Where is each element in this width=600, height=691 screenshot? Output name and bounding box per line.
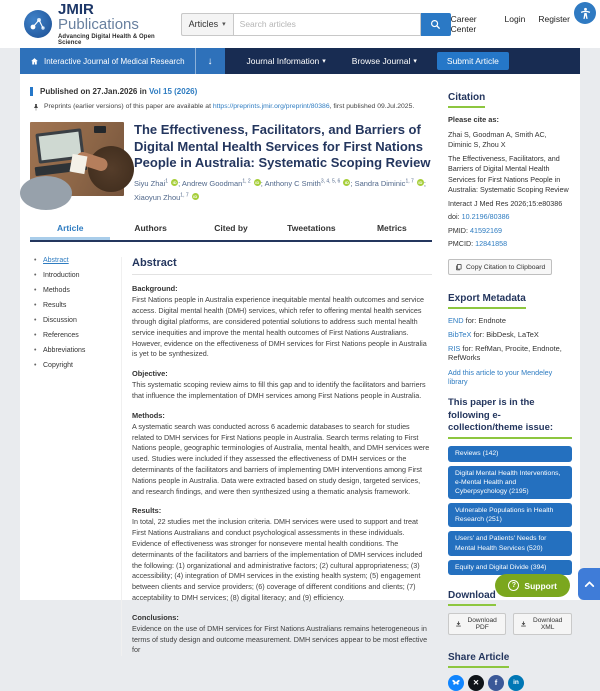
toc-item-methods xyxy=(43,287,121,294)
mendeley-link[interactable]: Add this article to your Mendeley library xyxy=(448,368,553,387)
theme-badge-vulnerable-populations-in-heal[interactable]: Vulnerable Populations in Health Research (251) xyxy=(448,503,572,527)
author-affiliations: 3, 4, 5, 6 xyxy=(320,178,341,185)
toc-link-references[interactable]: References xyxy=(43,332,79,340)
volume-link[interactable]: Vol 15 (2026) xyxy=(148,87,198,96)
chevron-up-icon xyxy=(583,578,596,591)
nav-menus xyxy=(247,48,417,74)
linkedin-icon: in xyxy=(513,679,519,687)
cite-as-label: Please cite as: xyxy=(448,115,499,124)
toc-link-discussion[interactable]: Discussion xyxy=(43,317,77,325)
pushpin-icon xyxy=(32,103,40,112)
export-format-row xyxy=(448,316,572,325)
orcid-icon[interactable]: iD xyxy=(172,180,177,186)
theme-issue-heading: This paper is in the following e-collection/theme issue: xyxy=(448,397,572,439)
share-icons xyxy=(448,675,572,691)
abstract-subsection-label: Background: xyxy=(132,284,178,294)
toc-link-results[interactable]: Results xyxy=(43,302,67,310)
pmid-link[interactable]: 41592169 xyxy=(469,225,502,235)
author-link-xiaoyun-zhou[interactable]: Xiaoyun Zhou xyxy=(134,192,181,202)
citation-heading: Citation xyxy=(448,92,485,108)
toc-item-introduction xyxy=(43,272,121,279)
orcid-icon[interactable]: iD xyxy=(418,180,423,186)
export-format-desc: for: BibDesk, LaTeX xyxy=(473,330,539,340)
article-header xyxy=(30,122,432,204)
accessibility-icon xyxy=(578,6,593,21)
preprints-text: Preprints (earlier versions) of this paper are available at https://preprints.jmir.org/preprint/80386, first published 09.Jul.2025. xyxy=(44,103,415,110)
toc-link-copyright[interactable]: Copyright xyxy=(43,362,73,370)
search-category-dropdown[interactable] xyxy=(181,13,233,36)
export-format-list xyxy=(448,316,572,362)
question-icon: ? xyxy=(508,580,519,591)
export-format-desc: for: Endnote xyxy=(465,316,506,326)
export-format-row xyxy=(448,344,572,362)
theme-badge-digital-mental-health-interven[interactable]: Digital Mental Health Interventions, e-Mental Health and Cyberpsychology (2195) xyxy=(448,466,572,500)
download-xml-button[interactable]: Download XML xyxy=(513,613,572,635)
share-facebook-button[interactable] xyxy=(488,675,504,691)
copy-citation-label: Copy Citation to Clipboard xyxy=(466,263,546,271)
abstract-subsection xyxy=(132,284,432,360)
doi-link[interactable]: 10.2196/80386 xyxy=(461,212,510,222)
download-icon xyxy=(520,620,527,628)
toc-link-abbreviations[interactable]: Abbreviations xyxy=(43,347,86,355)
tab-tweetations[interactable]: Tweetations xyxy=(287,223,336,234)
toc-link-introduction[interactable]: Introduction xyxy=(43,272,80,280)
article-title: The Effectiveness, Facilitators, and Barriers of Digital Mental Health Services for First Nations People in Australia: Systematic Scoping Review xyxy=(134,122,431,171)
citation-text xyxy=(448,130,572,249)
tab-article[interactable]: Article xyxy=(30,217,110,240)
export-metadata-heading: Export Metadata xyxy=(448,293,526,309)
citation-authors: Zhai S, Goodman A, Smith AC, Diminic S, Zhou X xyxy=(448,130,547,150)
abstract-sections xyxy=(132,284,432,656)
author-link-sandra-diminic[interactable]: Sandra Diminic xyxy=(354,179,406,189)
citation-pmid: PMID: 41592169 xyxy=(448,225,502,235)
citation-journal: Interact J Med Res 2026;15:e80386 xyxy=(448,198,563,208)
journal-home-label: Interactive Journal of Medical Research xyxy=(44,56,185,66)
header-link-register[interactable]: Register xyxy=(538,14,570,24)
main-column xyxy=(30,87,432,655)
scroll-to-top-button[interactable] xyxy=(578,568,600,600)
abstract-subsection-text: First Nations people in Australia experience inequitable mental health outcomes and service access. Digital mental health (DMH) services, which refer to offering mental health services through digital platforms, are considered potential solutions to address such mental health service inequities and improve the mental health outcomes of First Nations Australians. However, evidence on the effectiveness of DMH services for First Nations people in Australia is yet to be synthesized. xyxy=(132,295,427,359)
published-date: Published on 27.Jan.2026 in xyxy=(40,87,147,96)
export-end-link[interactable]: END xyxy=(448,316,464,326)
author: Sandra Diminic$^{1, 7}$ iD ; xyxy=(354,178,426,189)
nav-menu-journal-information[interactable]: Journal Information ▾ xyxy=(246,56,326,66)
theme-badge-users-and-patients-needs-for-m[interactable]: Users' and Patients' Needs for Mental Health Services (520) xyxy=(448,531,572,555)
preprints-link[interactable]: https://preprints.jmir.org/preprint/80386 xyxy=(212,103,330,110)
tab-cited-by[interactable]: Cited by xyxy=(214,223,248,234)
download-arrow-icon: ↓ xyxy=(207,55,213,67)
abstract-subsection xyxy=(132,613,432,656)
tab-metrics[interactable]: Metrics xyxy=(376,223,407,234)
author-affiliations: 1, 7 xyxy=(405,178,414,185)
abstract-subsection xyxy=(132,411,432,498)
author xyxy=(134,193,199,202)
copy-citation-button[interactable] xyxy=(448,259,552,275)
toc-item-copyright xyxy=(43,362,121,369)
site-header xyxy=(0,0,600,48)
share-heading: Share Article xyxy=(448,652,509,668)
theme-issue-badges xyxy=(448,446,572,575)
export-format-row xyxy=(448,330,572,339)
author-link-anthony-c-smith[interactable]: Anthony C Smith xyxy=(264,179,321,189)
search-category-label: Articles xyxy=(188,19,219,29)
support-label: Support xyxy=(524,580,557,591)
toc-link-methods[interactable]: Methods xyxy=(43,287,70,295)
abstract-subsection-text: In total, 22 studies met the inclusion criteria. DMH services were used to support and treat First Nations Australians and conduct psychological assessments in these individuals. Evidence of effectiveness was stronger for nonsevere mental health conditions. The determinants of the facilitators and barriers of the implementation of DMH services included the following: (1) organizational and administrative factors; (2) cultural appropriateness; (3) accessibility; (4) integration of DMH services in the existing health system; (5) engagement between clients and service providers; (6) coverage of different conditions and clients; (7) acceptability to DMH services; (8) digital literacy; and (9) efficiency. xyxy=(132,517,423,602)
toc-item-results xyxy=(43,302,121,309)
search-input[interactable] xyxy=(233,13,421,36)
tab-authors[interactable]: Authors xyxy=(134,223,167,234)
article-body xyxy=(30,257,432,656)
author-link-siyu-zhai[interactable]: Siyu Zhai xyxy=(134,179,166,189)
preprints-line xyxy=(32,102,432,112)
orcid-icon[interactable]: iD xyxy=(344,180,349,186)
share-x-button[interactable] xyxy=(468,675,484,691)
export-format-desc: for: RefMan, Procite, Endnote, RefWorks xyxy=(448,344,562,363)
orcid-icon[interactable]: iD xyxy=(255,180,260,186)
download-pdf-button[interactable]: Download PDF xyxy=(448,613,506,635)
orcid-icon[interactable]: iD xyxy=(193,193,198,199)
nav-menu-browse-journal[interactable]: Browse Journal ▾ xyxy=(351,56,417,66)
header-links xyxy=(451,14,590,34)
abstract-subsection-label: Conclusions: xyxy=(132,612,179,622)
abstract-subsection-text: A systematic search was conducted across 6 academic databases to search for studies related to DMH services for First Nations people in Australia. Search terms relating to First Nations people, geographic terminologies of Australia, mental health, and DMH services were used. Studies were included if they assessed the effectiveness of DMH services or the determinants of the facilitators and barriers of implementing DMH interventions among First Nations people in Australia. Data were extracted based on study design, targeted services, and research findings, and were then synthesized using a thematic analysis framework. xyxy=(132,421,430,496)
download-buttons xyxy=(448,613,572,635)
article-tabs xyxy=(30,217,432,242)
page-content xyxy=(20,74,580,688)
citation-title: The Effectiveness, Facilitators, and Barriers of Digital Mental Health Services for First Nations People in Australia: Systematic Scoping Review xyxy=(448,153,569,195)
table-of-contents xyxy=(30,257,122,656)
author-list xyxy=(134,178,432,205)
author: Andrew Goodman$^{1, 2}$ iD ; xyxy=(181,178,265,189)
toc-item-abbreviations xyxy=(43,347,121,354)
journal-home-link[interactable] xyxy=(20,48,195,74)
article-thumbnail xyxy=(30,122,124,196)
search-button[interactable] xyxy=(421,13,451,36)
abstract-section-container xyxy=(132,257,432,656)
clipboard-icon xyxy=(455,263,462,271)
chevron-down-icon: ▾ xyxy=(413,58,417,65)
jmir-logo[interactable] xyxy=(24,2,165,46)
journal-navbar xyxy=(20,48,580,74)
abstract-subsection xyxy=(132,506,432,603)
chevron-down-icon: ▾ xyxy=(222,21,226,28)
export-ris-link[interactable]: RIS xyxy=(448,344,461,354)
x-icon: ✕ xyxy=(472,678,480,688)
abstract-subsection-text: This systematic scoping review aims to fill this gap and to identify the facilitators and barriers that influence the implementation of DMH services among First Nations people in Australia. xyxy=(132,380,426,400)
abstract-subsection-text: Evidence on the use of DMH services for First Nations Australians remains heterogeneous in terms of study design and outcome measurement. DMH services appear to be most effective for xyxy=(132,623,428,655)
share-linkedin-button[interactable] xyxy=(508,675,524,691)
theme-badge-equity-and-digital-divide-394[interactable]: Equity and Digital Divide (394) xyxy=(448,560,572,575)
header-link-career-center[interactable]: Career Center xyxy=(450,14,477,34)
support-button[interactable] xyxy=(495,574,570,597)
home-icon xyxy=(30,57,39,66)
toc-item-references xyxy=(43,332,121,339)
journal-download-button[interactable] xyxy=(195,48,225,74)
facebook-icon: f xyxy=(494,678,498,688)
export-bibtex-link[interactable]: BibTeX xyxy=(448,330,472,340)
abstract-subsection xyxy=(132,369,432,402)
toc-link-abstract[interactable]: Abstract xyxy=(43,257,69,265)
sidebar xyxy=(448,87,572,688)
bluesky-icon xyxy=(451,678,461,688)
author-link-andrew-goodman[interactable]: Andrew Goodman xyxy=(181,179,243,189)
chevron-down-icon: ▾ xyxy=(322,58,326,65)
download-icon xyxy=(455,620,462,628)
theme-badge-reviews-142[interactable]: Reviews (142) xyxy=(448,446,572,461)
brand-name: JMIR Publications xyxy=(58,1,139,33)
submit-article-button[interactable]: Submit Article xyxy=(437,52,509,70)
jmir-globe-icon xyxy=(24,10,52,38)
download-heading: Download xyxy=(448,590,496,606)
published-line xyxy=(30,87,432,96)
author-affiliations: 1 xyxy=(165,178,169,185)
citation-pmcid: PMCID: 12841858 xyxy=(448,238,508,248)
header-link-login[interactable]: Login xyxy=(504,14,526,24)
search-bar xyxy=(181,13,451,36)
abstract-subsection-label: Objective: xyxy=(132,369,168,379)
author-affiliations: 1, 7 xyxy=(180,192,189,199)
author: Anthony C Smith$^{3, 4, 5, 6}$ iD ; xyxy=(264,178,355,189)
toc-item-discussion xyxy=(43,317,121,324)
toc-item-abstract xyxy=(43,257,121,264)
title-block xyxy=(134,122,432,204)
pmcid-link[interactable]: 12841858 xyxy=(475,238,508,248)
share-bluesky-button[interactable] xyxy=(448,675,464,691)
author-affiliations: 1, 2 xyxy=(242,178,251,185)
brand-tagline: Advancing Digital Health & Open Science xyxy=(58,34,155,46)
citation-doi: doi: 10.2196/80386 xyxy=(448,212,510,222)
author: Siyu Zhai$^1$ iD ; xyxy=(134,178,182,189)
search-icon xyxy=(430,19,441,30)
abstract-subsection-label: Methods: xyxy=(132,410,165,420)
abstract-heading: Abstract xyxy=(132,257,432,275)
accessibility-button[interactable] xyxy=(574,2,596,24)
abstract-subsection-label: Results: xyxy=(132,506,162,516)
